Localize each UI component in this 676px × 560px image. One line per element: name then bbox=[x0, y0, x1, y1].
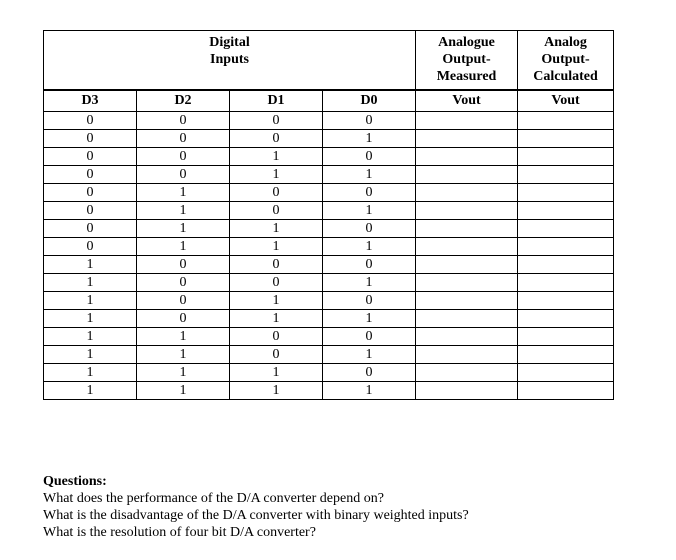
question-item: What is the resolution of four bit D/A converter? bbox=[43, 525, 316, 540]
digital-inputs-line1: Digital bbox=[209, 35, 250, 50]
cell-d3: 1 bbox=[44, 364, 137, 382]
cell-vout-measured[interactable] bbox=[416, 202, 518, 220]
questions-section bbox=[43, 473, 663, 541]
table-row bbox=[44, 382, 614, 400]
cell-d3: 1 bbox=[44, 274, 137, 292]
cell-vout-calculated[interactable] bbox=[518, 310, 614, 328]
cell-d2: 1 bbox=[137, 328, 230, 346]
cell-d2: 0 bbox=[137, 112, 230, 130]
cell-d1: 1 bbox=[230, 382, 323, 400]
table-row bbox=[44, 148, 614, 166]
cell-d0: 1 bbox=[323, 202, 416, 220]
table-row bbox=[44, 238, 614, 256]
cell-vout-measured[interactable] bbox=[416, 148, 518, 166]
cell-d2: 1 bbox=[137, 346, 230, 364]
cell-vout-calculated[interactable] bbox=[518, 220, 614, 238]
cell-vout-measured[interactable] bbox=[416, 256, 518, 274]
cell-vout-measured[interactable] bbox=[416, 274, 518, 292]
column-header-vout-calculated: Vout bbox=[518, 90, 614, 112]
cell-d1: 1 bbox=[230, 148, 323, 166]
truth-table-body bbox=[44, 112, 614, 400]
cell-vout-measured[interactable] bbox=[416, 130, 518, 148]
cell-vout-measured[interactable] bbox=[416, 364, 518, 382]
cell-d3: 0 bbox=[44, 166, 137, 184]
cell-d0: 0 bbox=[323, 292, 416, 310]
header-top-row bbox=[44, 31, 614, 91]
cell-vout-calculated[interactable] bbox=[518, 256, 614, 274]
cell-d3: 0 bbox=[44, 220, 137, 238]
cell-d2: 1 bbox=[137, 364, 230, 382]
cell-d0: 0 bbox=[323, 112, 416, 130]
cell-d2: 0 bbox=[137, 166, 230, 184]
cell-vout-measured[interactable] bbox=[416, 346, 518, 364]
cell-vout-measured[interactable] bbox=[416, 382, 518, 400]
cell-d1: 0 bbox=[230, 274, 323, 292]
table-row bbox=[44, 346, 614, 364]
cell-d0: 1 bbox=[323, 274, 416, 292]
cell-d1: 0 bbox=[230, 256, 323, 274]
cell-vout-calculated[interactable] bbox=[518, 274, 614, 292]
cell-d0: 0 bbox=[323, 256, 416, 274]
column-header-d3: D3 bbox=[44, 90, 137, 112]
cell-d2: 0 bbox=[137, 310, 230, 328]
cell-d0: 1 bbox=[323, 310, 416, 328]
cell-d1: 0 bbox=[230, 202, 323, 220]
cell-d1: 0 bbox=[230, 112, 323, 130]
cell-vout-measured[interactable] bbox=[416, 310, 518, 328]
cell-vout-calculated[interactable] bbox=[518, 292, 614, 310]
cell-d1: 0 bbox=[230, 328, 323, 346]
cell-d3: 0 bbox=[44, 112, 137, 130]
cell-d2: 0 bbox=[137, 274, 230, 292]
table-row bbox=[44, 184, 614, 202]
cell-vout-calculated[interactable] bbox=[518, 184, 614, 202]
cell-d0: 0 bbox=[323, 364, 416, 382]
table-row bbox=[44, 112, 614, 130]
cell-d3: 1 bbox=[44, 328, 137, 346]
cell-d0: 1 bbox=[323, 166, 416, 184]
cell-d2: 0 bbox=[137, 292, 230, 310]
cell-vout-calculated[interactable] bbox=[518, 328, 614, 346]
cell-d1: 0 bbox=[230, 184, 323, 202]
cell-d3: 0 bbox=[44, 238, 137, 256]
cell-d0: 1 bbox=[323, 382, 416, 400]
table-row bbox=[44, 328, 614, 346]
cell-d2: 0 bbox=[137, 256, 230, 274]
cell-vout-measured[interactable] bbox=[416, 112, 518, 130]
column-header-vout-measured: Vout bbox=[416, 90, 518, 112]
cell-vout-calculated[interactable] bbox=[518, 202, 614, 220]
cell-d3: 1 bbox=[44, 256, 137, 274]
truth-table bbox=[43, 30, 614, 400]
cell-vout-measured[interactable] bbox=[416, 238, 518, 256]
table-row bbox=[44, 202, 614, 220]
cell-vout-measured[interactable] bbox=[416, 184, 518, 202]
cell-d1: 0 bbox=[230, 346, 323, 364]
cell-vout-calculated[interactable] bbox=[518, 148, 614, 166]
analogue-measured-line3: Measured bbox=[436, 69, 497, 84]
cell-d0: 1 bbox=[323, 238, 416, 256]
table-row bbox=[44, 364, 614, 382]
analog-calculated-header bbox=[518, 31, 614, 91]
cell-d3: 0 bbox=[44, 130, 137, 148]
cell-d3: 0 bbox=[44, 184, 137, 202]
cell-d1: 1 bbox=[230, 364, 323, 382]
cell-d1: 1 bbox=[230, 310, 323, 328]
cell-vout-calculated[interactable] bbox=[518, 382, 614, 400]
cell-d0: 0 bbox=[323, 328, 416, 346]
cell-d3: 0 bbox=[44, 148, 137, 166]
table-row bbox=[44, 166, 614, 184]
table-row bbox=[44, 292, 614, 310]
questions-title: Questions: bbox=[43, 474, 107, 489]
analog-calculated-line3: Calculated bbox=[533, 69, 598, 84]
cell-d0: 0 bbox=[323, 184, 416, 202]
digital-inputs-line2: Inputs bbox=[210, 52, 249, 67]
cell-d2: 1 bbox=[137, 382, 230, 400]
cell-d0: 0 bbox=[323, 148, 416, 166]
analogue-measured-header bbox=[416, 31, 518, 91]
cell-d1: 1 bbox=[230, 292, 323, 310]
cell-d2: 1 bbox=[137, 184, 230, 202]
question-item: What is the disadvantage of the D/A converter with binary weighted inputs? bbox=[43, 508, 469, 523]
table-row bbox=[44, 220, 614, 238]
cell-vout-calculated[interactable] bbox=[518, 112, 614, 130]
cell-d2: 1 bbox=[137, 220, 230, 238]
cell-vout-calculated[interactable] bbox=[518, 130, 614, 148]
table-row bbox=[44, 130, 614, 148]
cell-d1: 1 bbox=[230, 220, 323, 238]
cell-d3: 1 bbox=[44, 292, 137, 310]
cell-vout-calculated[interactable] bbox=[518, 166, 614, 184]
cell-d2: 0 bbox=[137, 148, 230, 166]
cell-d2: 1 bbox=[137, 202, 230, 220]
analogue-measured-line1: Analogue bbox=[438, 35, 495, 50]
cell-d3: 1 bbox=[44, 382, 137, 400]
cell-vout-measured[interactable] bbox=[416, 166, 518, 184]
cell-vout-measured[interactable] bbox=[416, 220, 518, 238]
cell-d2: 0 bbox=[137, 130, 230, 148]
digital-inputs-header bbox=[44, 31, 416, 91]
cell-vout-calculated[interactable] bbox=[518, 364, 614, 382]
table-row bbox=[44, 274, 614, 292]
column-label-row bbox=[44, 90, 614, 112]
cell-d3: 1 bbox=[44, 346, 137, 364]
cell-d0: 0 bbox=[323, 220, 416, 238]
cell-vout-calculated[interactable] bbox=[518, 346, 614, 364]
cell-d2: 1 bbox=[137, 238, 230, 256]
column-header-d2: D2 bbox=[137, 90, 230, 112]
cell-d1: 1 bbox=[230, 238, 323, 256]
cell-d3: 0 bbox=[44, 202, 137, 220]
column-header-d1: D1 bbox=[230, 90, 323, 112]
cell-d0: 1 bbox=[323, 130, 416, 148]
cell-d1: 0 bbox=[230, 130, 323, 148]
cell-vout-calculated[interactable] bbox=[518, 238, 614, 256]
cell-vout-measured[interactable] bbox=[416, 292, 518, 310]
cell-d1: 1 bbox=[230, 166, 323, 184]
analog-calculated-line2: Output- bbox=[541, 52, 590, 67]
column-header-d0: D0 bbox=[323, 90, 416, 112]
cell-d0: 1 bbox=[323, 346, 416, 364]
table-row bbox=[44, 256, 614, 274]
question-item: What does the performance of the D/A converter depend on? bbox=[43, 491, 384, 506]
cell-d3: 1 bbox=[44, 310, 137, 328]
analogue-measured-line2: Output- bbox=[442, 52, 491, 67]
analog-calculated-line1: Analog bbox=[544, 35, 587, 50]
table-row bbox=[44, 310, 614, 328]
cell-vout-measured[interactable] bbox=[416, 328, 518, 346]
